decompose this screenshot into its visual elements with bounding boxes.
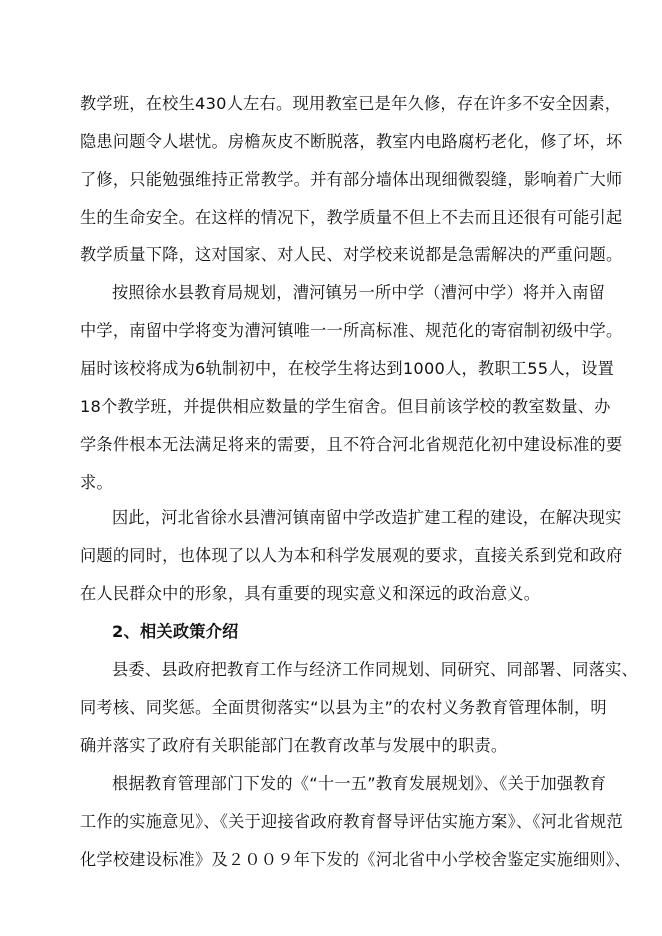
paragraph-line: 求。 [80, 473, 113, 492]
paragraph-line: 生的生命安全。在这样的情况下，教学质量不但上不去而且还很有可能引起 [80, 208, 623, 227]
paragraph-line: 确并落实了政府有关职能部门在教育改革与发展中的职责。 [80, 736, 508, 755]
paragraph-line: 工作的实施意见》、《关于迎接省政府教育督导评估实施方案》、《河北省规范 [80, 812, 623, 831]
paragraph-line: 18个教学班，并提供相应数量的学生宿舍。但目前该学校的教室数量、办 [80, 397, 611, 416]
paragraph-line: 按照徐水县教育局规划，漕河镇另一所中学（漕河中学）将并入南留 [112, 283, 606, 302]
paragraph-line: 隐患问题令人堪忧。房檐灰皮不断脱落，教室内电路腐朽老化，修了坏，坏 [80, 132, 623, 151]
paragraph-line: 同考核、同奖惩。全面贯彻落实“以县为主”的农村义务教育管理体制，明 [80, 698, 607, 717]
paragraph-line: 化学校建设标准》及２００９年下发的《河北省中小学校舍鉴定实施细则》、 [80, 850, 631, 869]
paragraph-line: 了修，只能勉强维持正常教学。并有部分墙体出现细微裂缝，影响着广大师 [80, 170, 623, 189]
paragraph-line: 教学班，在校生430人左右。现用教室已是年久修，存在许多不安全因素， [80, 94, 622, 113]
paragraph-line: 县委、县政府把教育工作与经济工作同规划、同研究、同部署、同落实、 [112, 660, 638, 679]
section-heading: 2、相关政策介绍 [112, 622, 239, 641]
paragraph-line: 因此，河北省徐水县漕河镇南留中学改造扩建工程的建设，在解决现实 [112, 508, 622, 527]
paragraph-line: 中学，南留中学将变为漕河镇唯一一所高标准、规范化的寄宿制初级中学。 [80, 321, 623, 340]
paragraph-line: 教学质量下降，这对国家、对人民、对学校来说都是急需解决的严重问题。 [80, 245, 623, 264]
paragraph-line: 届时该校将成为6轨制初中，在校学生将达到1000人，教职工55人，设置 [80, 359, 615, 378]
paragraph-line: 学条件根本无法满足将来的需要，且不符合河北省规范化初中建设标准的要 [80, 435, 623, 454]
paragraph-line: 问题的同时，也体现了以人为本和科学发展观的要求，直接关系到党和政府 [80, 546, 623, 565]
paragraph-line: 在人民群众中的形象，具有重要的现实意义和深远的政治意义。 [80, 584, 541, 603]
paragraph-line: 根据教育管理部门下发的《“十一五”教育发展规划》、《关于加强教育 [112, 774, 607, 793]
